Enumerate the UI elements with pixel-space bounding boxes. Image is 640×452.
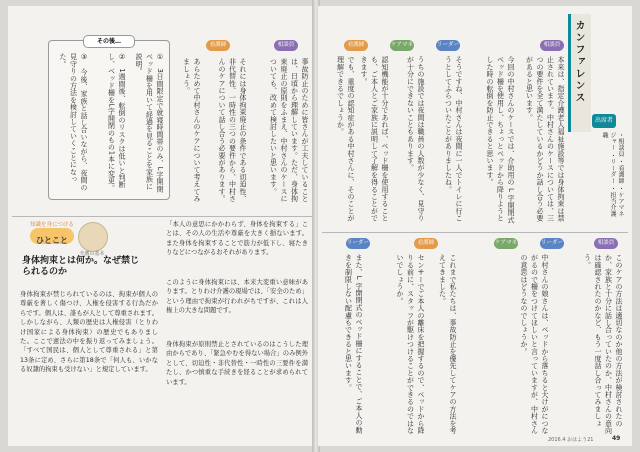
tag-lower-kangoshi: 看護師 — [414, 238, 438, 249]
lower-text-2: 中村さんの娘さんは、ベッドから落ちると大けがにつながるので柵をつけてほしいと言っていますが、中村さんの意思はどうなのでしょうか。 — [520, 254, 549, 434]
footer-label: 2016.4 おはよう21 — [548, 437, 594, 443]
attendee-5: ・担当介護職 — [601, 132, 616, 217]
aftermath-item-3: ③ 今後、家族と話し合いながら、夜間の見守りの方法を検討していくことになった。 — [59, 53, 88, 191]
right-text-e: 認知機能が十分であれば、ベッド柵を使用することも、ご本人とご家族に説明して了解を得ることができます。 — [360, 56, 389, 222]
left-text-col-1: 事故防止のために皆さんが工夫していることは、日頃から理解しています。ただ、身体拘束廃止の原則をふまえ、中村さんのケースについても、改めて検討したいと思います。 — [269, 58, 309, 202]
article-badge-top: 知識を身につける — [30, 222, 74, 228]
section-title: カンファレンス — [573, 20, 584, 104]
person-icon — [78, 222, 108, 252]
article-title: 身体拘束とは何か。なぜ禁じられるのか — [22, 256, 140, 277]
article-badge-main: ひとこと — [36, 236, 68, 245]
article-col-3: このように身体拘束には、本来大変重い意味があります。とりわけ介護の現場では、「安全のため」という理由で拘束が行われがちですが、これは人権上の大きな問題です。 — [166, 279, 308, 315]
tag-lower-soudanin: 相談員 — [594, 238, 618, 249]
right-text-f: でも、重度の認知症がある中村さんに、そのことが理解できるでしょうか。 — [336, 56, 355, 222]
article-badge — [30, 228, 74, 244]
tag-soudanin: 相談員 — [274, 40, 298, 51]
article-badge-sub: 介護の基本 — [79, 251, 105, 257]
tag-right-leader: リーダー — [436, 40, 460, 51]
tag-lower-caremane: ケアマネ — [494, 238, 518, 249]
left-text-col-3: あらためて中村さんのケアについて考えてみましょう。 — [182, 58, 201, 202]
tag-right-caremane: ケアマネ — [390, 40, 414, 51]
attendee-1: ・相談員 — [617, 132, 624, 157]
aftermath-box-title: その後… — [83, 35, 135, 48]
aftermath-item-1: ① 3日間限定で就寝時間帯のみ、L字開閉ベッド柵を用いて経過を見ることを家族に説明。 — [135, 53, 164, 193]
aftermath-box — [48, 40, 170, 200]
page-number: 49 — [612, 435, 621, 442]
tag-right-soudanin: 相談員 — [540, 40, 564, 51]
article-col-2: 「本人の意思にかかわらず、身体を拘束する」ことは、その人の生活や尊厳を大きく損ないます。また身体を拘束することで筋力が低下し、寝たきりなどにつながるおそれがあります。 — [166, 221, 308, 257]
attendee-badge: 出席者 — [592, 114, 616, 128]
right-page — [318, 6, 632, 446]
lower-text-5: また、L 字開閉式のベッド柵にすることで、ご本人の動きを制限しない配慮もできると思います。 — [344, 254, 363, 434]
attendee-4: ・リーダー — [609, 152, 616, 184]
right-divider — [322, 232, 628, 233]
attendee-list — [588, 132, 624, 222]
article-divider — [12, 216, 312, 217]
attendee-3: ・ケアマネジャー — [609, 132, 624, 217]
attendee-2: ・看護師 — [617, 158, 624, 184]
lower-text-3: これまで私たちは、事故防止を優先してケアの方法を考えてきました。 — [438, 254, 457, 434]
right-text-c: そうですね、中村さんは夜間に一人でトイレに行こうとしてふらついたことがありましたね。 — [444, 56, 463, 222]
right-text-a: 本来は、指定介護老人福祉施設等では身体拘束は禁止されています。中村さんのケースについては、三つの要件を全て満たしているかどうか話し合う必要があると思います。 — [525, 56, 565, 222]
lower-text-4: センサーでご本人の離床を把握するので、ベッドから降りる前に、スタッフが駆けつけることができるのではないでしょうか。 — [396, 254, 425, 434]
left-text-col-2: それには身体拘束廃止の条件である切迫性、非代替性、一時性の三つの要件から、中村さんのケアについて話し合う必要があります。 — [218, 58, 247, 202]
article-col-1: 身体拘束が禁じられているのは、拘束が個人の尊厳を著しく傷つけ、人権を侵害する行為だからです。個人は、誰もが人として尊重されます。しかしながら、人類の歴史は人権侵害（とりわけ国家による身体拘束）の歴史でもありました。ここで憲法の中を振り返ってみましょう。「すべて国民は、個人として尊重される」と第13条に定め、さらに第18条で「何人も、いかなる奴隷的拘束も受けない」と規定しています。 — [20, 291, 158, 374]
lower-text-1: このケアの方法は適切なのか他の方法が検討されたのか、家族と十分に話し合っていたのか、中村さんの意向は確認されたのかなど、もう一度話し合ってみましょう。 — [583, 254, 623, 434]
aftermath-item-2: ② 1週間後、転倒のリスクは低いと判断し、ベッド柵をL字開閉のもの1本に変更。 — [107, 53, 126, 192]
tag-right-kangoshi: 看護師 — [344, 40, 368, 51]
left-page — [8, 6, 314, 446]
right-text-d: うちの施設では夜間は職員の人数が少なく、見守りが十分にできないこともあります。 — [406, 56, 425, 222]
tag-lower-leader-1: リーダー — [540, 238, 564, 249]
tag-kangoshi: 看護師 — [206, 40, 230, 51]
article-col-4: 身体拘束が原則禁止とされているのはこうした理由からであり、「緊急やむを得ない場合」のみ例外として、切迫性・非代替性・一時性の三要件を満たし、かつ慎重な手続きを経ることが求められています。 — [166, 341, 308, 386]
tag-lower-leader-2: リーダー — [346, 238, 370, 249]
right-text-b: 今回の中村さんのケースでは、介助用の L 字開閉式ベッド柵を使用し、ちょっとベッドから降りようとした時の転倒を防止できると思います。 — [486, 56, 515, 224]
